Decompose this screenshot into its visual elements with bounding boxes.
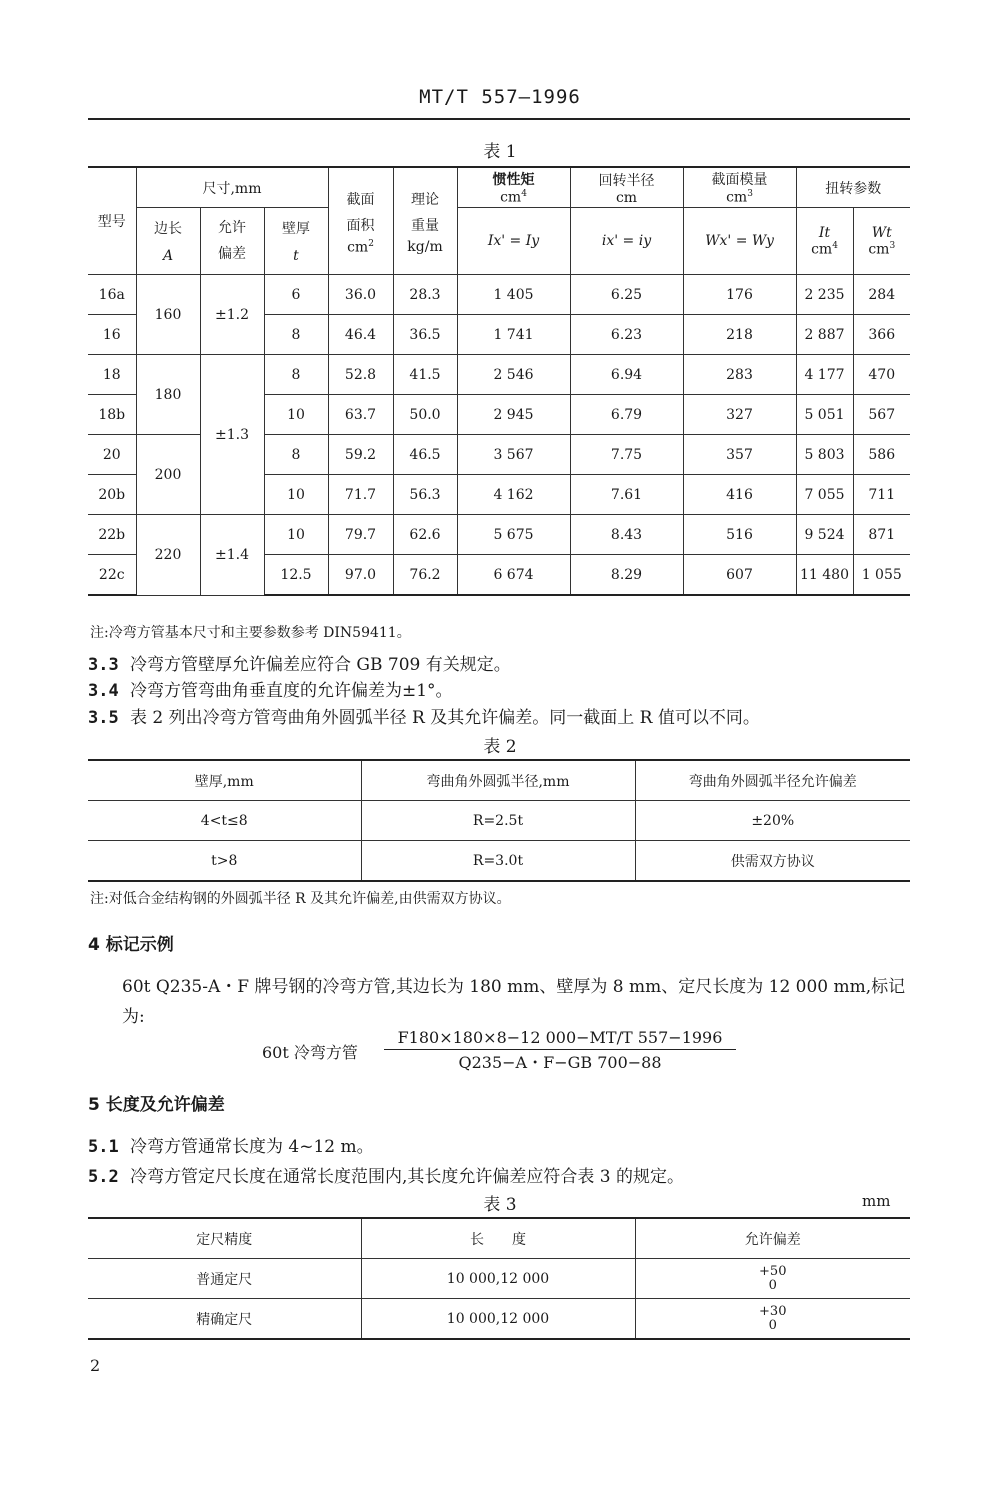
cell-inertia: 2 945 — [457, 395, 570, 435]
cell-wt: 470 — [853, 355, 910, 395]
t3-cell-precision: 普通定尺 — [88, 1259, 361, 1299]
cell-it: 2 887 — [796, 315, 853, 355]
cell-weight: 28.3 — [393, 275, 457, 315]
t2-cell-wall: t>8 — [88, 841, 361, 882]
cell-weight: 76.2 — [393, 555, 457, 596]
cell-wt: 366 — [853, 315, 910, 355]
t3-header-length: 长 度 — [361, 1218, 635, 1259]
cell-inertia: 5 675 — [457, 515, 570, 555]
header-rule — [88, 118, 910, 120]
t3-header-tolerance: 允许偏差 — [635, 1218, 910, 1259]
cell-wall: 8 — [264, 315, 328, 355]
cell-weight: 36.5 — [393, 315, 457, 355]
cell-radius: 6.94 — [570, 355, 683, 395]
cell-side: 160 — [136, 275, 200, 355]
t2-cell-tolerance: 供需双方协议 — [635, 841, 910, 882]
cell-wall: 8 — [264, 435, 328, 475]
cell-weight: 62.6 — [393, 515, 457, 555]
cell-radius: 8.43 — [570, 515, 683, 555]
cell-modulus: 416 — [683, 475, 796, 515]
cell-wt: 567 — [853, 395, 910, 435]
t2-header-radius: 弯曲角外圆弧半径,mm — [361, 760, 635, 801]
cell-area: 46.4 — [328, 315, 393, 355]
mark-prefix: 60t 冷弯方管 — [262, 1043, 358, 1062]
cell-modulus: 357 — [683, 435, 796, 475]
cell-area: 52.8 — [328, 355, 393, 395]
cell-radius: 6.79 — [570, 395, 683, 435]
table1 — [88, 166, 910, 596]
cell-model: 16a — [88, 275, 136, 315]
cell-radius: 8.29 — [570, 555, 683, 596]
cell-radius: 6.23 — [570, 315, 683, 355]
cell-modulus: 516 — [683, 515, 796, 555]
cell-inertia: 3 567 — [457, 435, 570, 475]
header-model: 型号 — [88, 167, 136, 275]
t2-cell-tolerance: ±20% — [635, 801, 910, 841]
clause-3-5: 3.5 表 2 列出冷弯方管弯曲角外圆弧半径 R 及其允许偏差。同一截面上 R 值可以不同。 — [88, 708, 760, 728]
cell-inertia: 2 546 — [457, 355, 570, 395]
cell-tolerance: ±1.4 — [200, 515, 264, 596]
cell-model: 22b — [88, 515, 136, 555]
section4-title: 4 标记示例 — [88, 935, 174, 955]
t2-cell-radius: R=2.5t — [361, 801, 635, 841]
cell-inertia: 1 741 — [457, 315, 570, 355]
cell-model: 22c — [88, 555, 136, 596]
cell-radius: 6.25 — [570, 275, 683, 315]
cell-model: 16 — [88, 315, 136, 355]
cell-side: 180 — [136, 355, 200, 435]
header-torsion: 扭转参数 — [796, 167, 910, 208]
cell-modulus: 176 — [683, 275, 796, 315]
cell-it: 2 235 — [796, 275, 853, 315]
header-weight: 理论重量 kg/m — [393, 167, 457, 275]
cell-weight: 56.3 — [393, 475, 457, 515]
header-size: 尺寸,mm — [136, 167, 328, 208]
cell-tolerance: ±1.2 — [200, 275, 264, 355]
cell-area: 97.0 — [328, 555, 393, 596]
cell-inertia: 6 674 — [457, 555, 570, 596]
cell-radius: 7.75 — [570, 435, 683, 475]
cell-wt: 871 — [853, 515, 910, 555]
header-it: It $cm^4$ — [796, 208, 853, 275]
cell-it: 9 524 — [796, 515, 853, 555]
header-inertia-symbol: Ix' = Iy — [457, 208, 570, 275]
cell-wall: 10 — [264, 515, 328, 555]
cell-radius: 7.61 — [570, 475, 683, 515]
header-modulus: 截面模量 $cm^3$ — [683, 167, 796, 208]
cell-wt: 284 — [853, 275, 910, 315]
cell-modulus: 283 — [683, 355, 796, 395]
cell-area: 36.0 — [328, 275, 393, 315]
table3-unit: mm — [862, 1192, 891, 1210]
cell-it: 11 480 — [796, 555, 853, 596]
header-inertia: 惯性矩 $cm^4$ — [457, 167, 570, 208]
header-wt: Wt $cm^3$ — [853, 208, 910, 275]
t2-header-tolerance: 弯曲角外圆弧半径允许偏差 — [635, 760, 910, 801]
cell-model: 18 — [88, 355, 136, 395]
clause-3-3: 3.3 冷弯方管壁厚允许偏差应符合 GB 709 有关规定。 — [88, 655, 511, 675]
t2-cell-wall: 4<t≤8 — [88, 801, 361, 841]
cell-modulus: 218 — [683, 315, 796, 355]
cell-model: 20b — [88, 475, 136, 515]
mark-numerator: F180×180×8−12 000−MT/T 557−1996 — [397, 1028, 723, 1047]
cell-area: 59.2 — [328, 435, 393, 475]
t3-cell-tolerance: +50 0 — [635, 1259, 910, 1299]
cell-area: 71.7 — [328, 475, 393, 515]
clause-5-2: 5.2 冷弯方管定尺长度在通常长度范围内,其长度允许偏差应符合表 3 的规定。 — [88, 1167, 685, 1187]
cell-wall: 6 — [264, 275, 328, 315]
t3-cell-length: 10 000,12 000 — [361, 1299, 635, 1340]
cell-tolerance: ±1.3 — [200, 355, 264, 515]
document-header: MT/T 557—1996 — [419, 86, 581, 108]
table1-caption: 表 1 — [483, 142, 517, 162]
page-number: 2 — [90, 1356, 101, 1375]
table2-caption: 表 2 — [483, 737, 517, 757]
t3-cell-tolerance: +30 0 — [635, 1299, 910, 1340]
header-tolerance: 允许偏差 — [200, 208, 264, 275]
t3-header-precision: 定尺精度 — [88, 1218, 361, 1259]
section4-paragraph: 60t Q235-A・F 牌号钢的冷弯方管,其边长为 180 mm、壁厚为 8 mm、定尺长度为 12 000 mm,标记为: — [122, 977, 906, 1027]
cell-weight: 50.0 — [393, 395, 457, 435]
cell-it: 4 177 — [796, 355, 853, 395]
section5-title: 5 长度及允许偏差 — [88, 1095, 225, 1115]
table3-caption: 表 3 — [483, 1195, 517, 1215]
table2-note: 注:对低合金结构钢的外圆弧半径 R 及其允许偏差,由供需双方协议。 — [90, 891, 511, 907]
header-modulus-symbol: Wx' = Wy — [683, 208, 796, 275]
cell-wall: 12.5 — [264, 555, 328, 596]
cell-side: 220 — [136, 515, 200, 596]
cell-modulus: 607 — [683, 555, 796, 596]
cell-wall: 8 — [264, 355, 328, 395]
mark-denominator: Q235−A・F−GB 700−88 — [458, 1053, 662, 1072]
cell-inertia: 4 162 — [457, 475, 570, 515]
cell-wt: 711 — [853, 475, 910, 515]
t2-header-wall: 壁厚,mm — [88, 760, 361, 801]
cell-weight: 46.5 — [393, 435, 457, 475]
cell-it: 7 055 — [796, 475, 853, 515]
cell-it: 5 051 — [796, 395, 853, 435]
cell-wall: 10 — [264, 395, 328, 435]
cell-wt: 586 — [853, 435, 910, 475]
header-side: 边长 A — [136, 208, 200, 275]
cell-side: 200 — [136, 435, 200, 515]
cell-wt: 1 055 — [853, 555, 910, 596]
cell-area: 63.7 — [328, 395, 393, 435]
t3-cell-length: 10 000,12 000 — [361, 1259, 635, 1299]
cell-area: 79.7 — [328, 515, 393, 555]
header-area: 截面面积 $cm^2$ — [328, 167, 393, 275]
t3-cell-precision: 精确定尺 — [88, 1299, 361, 1340]
cell-model: 20 — [88, 435, 136, 475]
cell-wall: 10 — [264, 475, 328, 515]
cell-weight: 41.5 — [393, 355, 457, 395]
cell-model: 18b — [88, 395, 136, 435]
cell-it: 5 803 — [796, 435, 853, 475]
clause-3-4: 3.4 冷弯方管弯曲角垂直度的允许偏差为±1°。 — [88, 681, 453, 701]
cell-inertia: 1 405 — [457, 275, 570, 315]
header-wall: 壁厚 t — [264, 208, 328, 275]
table3 — [88, 1217, 910, 1340]
header-radius-symbol: ix' = iy — [570, 208, 683, 275]
cell-modulus: 327 — [683, 395, 796, 435]
table2 — [88, 759, 910, 882]
header-radius: 回转半径 cm — [570, 167, 683, 208]
clause-5-1: 5.1 冷弯方管通常长度为 4~12 m。 — [88, 1137, 374, 1157]
t2-cell-radius: R=3.0t — [361, 841, 635, 882]
table1-note: 注:冷弯方管基本尺寸和主要参数参考 DIN59411。 — [90, 625, 411, 641]
